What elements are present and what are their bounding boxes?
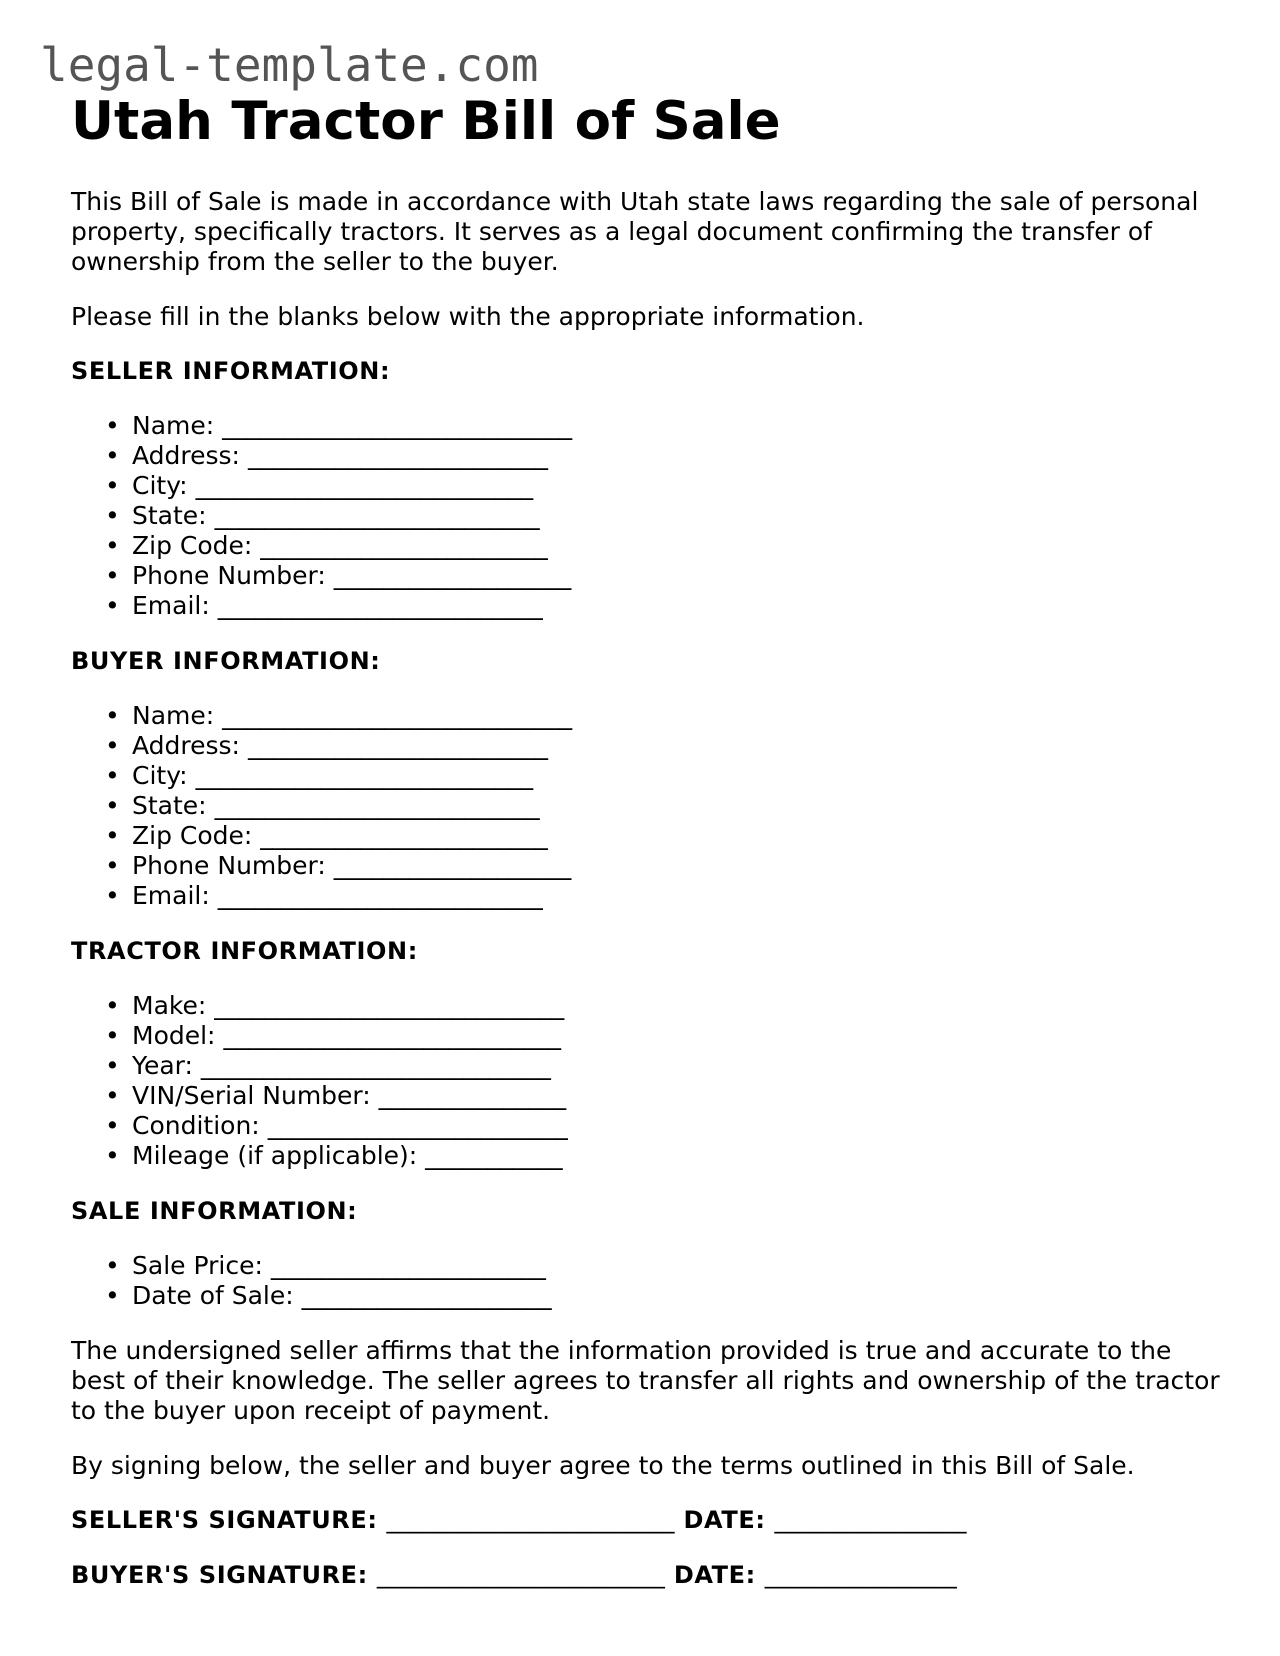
field-blank[interactable]: _______________ xyxy=(378,1081,567,1110)
bullet-icon: • xyxy=(105,1281,120,1310)
seller-email-field[interactable] xyxy=(105,591,1221,621)
sale-price-field[interactable] xyxy=(105,1251,1221,1281)
bullet-icon: • xyxy=(105,411,120,440)
field-blank[interactable]: ___________________________ xyxy=(195,471,534,500)
field-label: City: xyxy=(132,471,188,500)
field-blank[interactable]: ____________________________ xyxy=(214,991,565,1020)
field-label: Year: xyxy=(132,1051,193,1080)
field-label: Zip Code: xyxy=(132,531,253,560)
document-title: Utah Tractor Bill of Sale xyxy=(71,91,781,152)
bullet-icon: • xyxy=(105,821,120,850)
bullet-icon: • xyxy=(105,851,120,880)
bullet-icon: • xyxy=(105,531,120,560)
field-label: Email: xyxy=(132,591,210,620)
bullet-icon: • xyxy=(105,991,120,1020)
field-blank[interactable]: ____________________________ xyxy=(200,1051,551,1080)
field-label: Name: xyxy=(132,411,215,440)
buyer-date-label: DATE: xyxy=(673,1561,756,1589)
seller-field-list xyxy=(71,411,1221,621)
buyer-state-field[interactable] xyxy=(105,791,1221,821)
field-label: Phone Number: xyxy=(132,851,326,880)
field-label: City: xyxy=(132,761,188,790)
field-blank[interactable]: ____________________ xyxy=(301,1281,552,1310)
field-blank[interactable]: _______________________ xyxy=(260,531,548,560)
tractor-section-heading: TRACTOR INFORMATION: xyxy=(71,937,418,965)
field-blank[interactable]: ________________________ xyxy=(247,441,548,470)
seller-phone-field[interactable] xyxy=(105,561,1221,591)
buyer-field-list xyxy=(71,701,1221,911)
field-blank[interactable]: ______________________ xyxy=(270,1251,546,1280)
seller-state-field[interactable] xyxy=(105,501,1221,531)
affirmation-paragraph: The undersigned seller affirms that the information provided is true and accurate to the best of their knowledge. The seller agrees to transfer all rights and ownership of the tractor to the buyer upon receipt of payment. xyxy=(71,1336,1220,1425)
seller-signature-blank[interactable]: ________________________ xyxy=(386,1506,675,1534)
seller-zip-field[interactable] xyxy=(105,531,1221,561)
bullet-icon: • xyxy=(105,1141,120,1170)
tractor-make-field[interactable] xyxy=(105,991,1221,1021)
document-page xyxy=(71,88,1221,1590)
bullet-icon: • xyxy=(105,561,120,590)
watermark-text: legal-template.com xyxy=(40,38,539,92)
field-label: State: xyxy=(132,791,207,820)
field-blank[interactable]: __________________________ xyxy=(217,881,543,910)
instruction-paragraph: Please fill in the blanks below with the appropriate information. xyxy=(71,302,865,331)
buyer-signature-label: BUYER'S SIGNATURE: xyxy=(71,1561,368,1589)
field-label: Email: xyxy=(132,881,210,910)
field-label: Condition: xyxy=(132,1111,260,1140)
field-label: State: xyxy=(132,501,207,530)
field-blank[interactable]: ____________________________ xyxy=(222,701,573,730)
bullet-icon: • xyxy=(105,881,120,910)
buyer-zip-field[interactable] xyxy=(105,821,1221,851)
field-blank[interactable]: _______________________ xyxy=(260,821,548,850)
tractor-vin-field[interactable] xyxy=(105,1081,1221,1111)
field-label: Zip Code: xyxy=(132,821,253,850)
bullet-icon: • xyxy=(105,1081,120,1110)
seller-signature-label: SELLER'S SIGNATURE: xyxy=(71,1506,378,1534)
buyer-date-blank[interactable]: ________________ xyxy=(764,1561,957,1589)
seller-date-blank[interactable]: ________________ xyxy=(774,1506,967,1534)
field-label: Address: xyxy=(132,441,240,470)
bullet-icon: • xyxy=(105,701,120,730)
field-label: VIN/Serial Number: xyxy=(132,1081,371,1110)
field-label: Model: xyxy=(132,1021,216,1050)
field-label: Address: xyxy=(132,731,240,760)
bullet-icon: • xyxy=(105,1051,120,1080)
seller-date-label: DATE: xyxy=(683,1506,766,1534)
sale-field-list xyxy=(71,1251,1221,1311)
field-label: Name: xyxy=(132,701,215,730)
agreement-paragraph: By signing below, the seller and buyer agree to the terms outlined in this Bill of Sale. xyxy=(71,1451,1135,1480)
tractor-model-field[interactable] xyxy=(105,1021,1221,1051)
seller-section-heading: SELLER INFORMATION: xyxy=(71,357,391,385)
bullet-icon: • xyxy=(105,731,120,760)
sale-section-heading: SALE INFORMATION: xyxy=(71,1197,358,1225)
tractor-field-list xyxy=(71,991,1221,1171)
field-blank[interactable]: ________________________ xyxy=(247,731,548,760)
field-blank[interactable]: __________________________ xyxy=(214,791,540,820)
buyer-email-field[interactable] xyxy=(105,881,1221,911)
seller-name-field[interactable] xyxy=(105,411,1221,441)
bullet-icon: • xyxy=(105,1111,120,1140)
bullet-icon: • xyxy=(105,441,120,470)
bullet-icon: • xyxy=(105,591,120,620)
bullet-icon: • xyxy=(105,761,120,790)
buyer-name-field[interactable] xyxy=(105,701,1221,731)
sale-date-field[interactable] xyxy=(105,1281,1221,1311)
field-label: Make: xyxy=(132,991,207,1020)
bullet-icon: • xyxy=(105,791,120,820)
field-blank[interactable]: ________________________ xyxy=(267,1111,568,1140)
field-blank[interactable]: ___________________________ xyxy=(223,1021,561,1050)
field-label: Sale Price: xyxy=(132,1251,263,1280)
bullet-icon: • xyxy=(105,1251,120,1280)
tractor-mileage-field[interactable] xyxy=(105,1141,1221,1171)
field-blank[interactable]: ____________________________ xyxy=(222,411,573,440)
field-blank[interactable]: ___________ xyxy=(425,1141,563,1170)
bullet-icon: • xyxy=(105,1021,120,1050)
field-blank[interactable]: ___________________ xyxy=(333,561,572,590)
tractor-condition-field[interactable] xyxy=(105,1111,1221,1141)
field-blank[interactable]: ___________________ xyxy=(333,851,572,880)
bullet-icon: • xyxy=(105,471,120,500)
buyer-city-field[interactable] xyxy=(105,761,1221,791)
seller-address-field[interactable] xyxy=(105,441,1221,471)
bullet-icon: • xyxy=(105,501,120,530)
buyer-signature-line[interactable] xyxy=(71,1560,1221,1590)
field-blank[interactable]: __________________________ xyxy=(214,501,540,530)
buyer-section-heading: BUYER INFORMATION: xyxy=(71,647,381,675)
field-label: Date of Sale: xyxy=(132,1281,294,1310)
buyer-phone-field[interactable] xyxy=(105,851,1221,881)
field-label: Phone Number: xyxy=(132,561,326,590)
tractor-year-field[interactable] xyxy=(105,1051,1221,1081)
intro-paragraph: This Bill of Sale is made in accordance with Utah state laws regarding the sale of personal property, specifically tractors. It serves as a legal document confirming the transfer of ownership from the seller to the buyer. xyxy=(71,187,1199,276)
field-label: Mileage (if applicable): xyxy=(132,1141,418,1170)
field-blank[interactable]: __________________________ xyxy=(217,591,543,620)
buyer-address-field[interactable] xyxy=(105,731,1221,761)
field-blank[interactable]: ___________________________ xyxy=(195,761,534,790)
buyer-signature-blank[interactable]: ________________________ xyxy=(376,1561,665,1589)
seller-signature-line[interactable] xyxy=(71,1505,1221,1535)
seller-city-field[interactable] xyxy=(105,471,1221,501)
